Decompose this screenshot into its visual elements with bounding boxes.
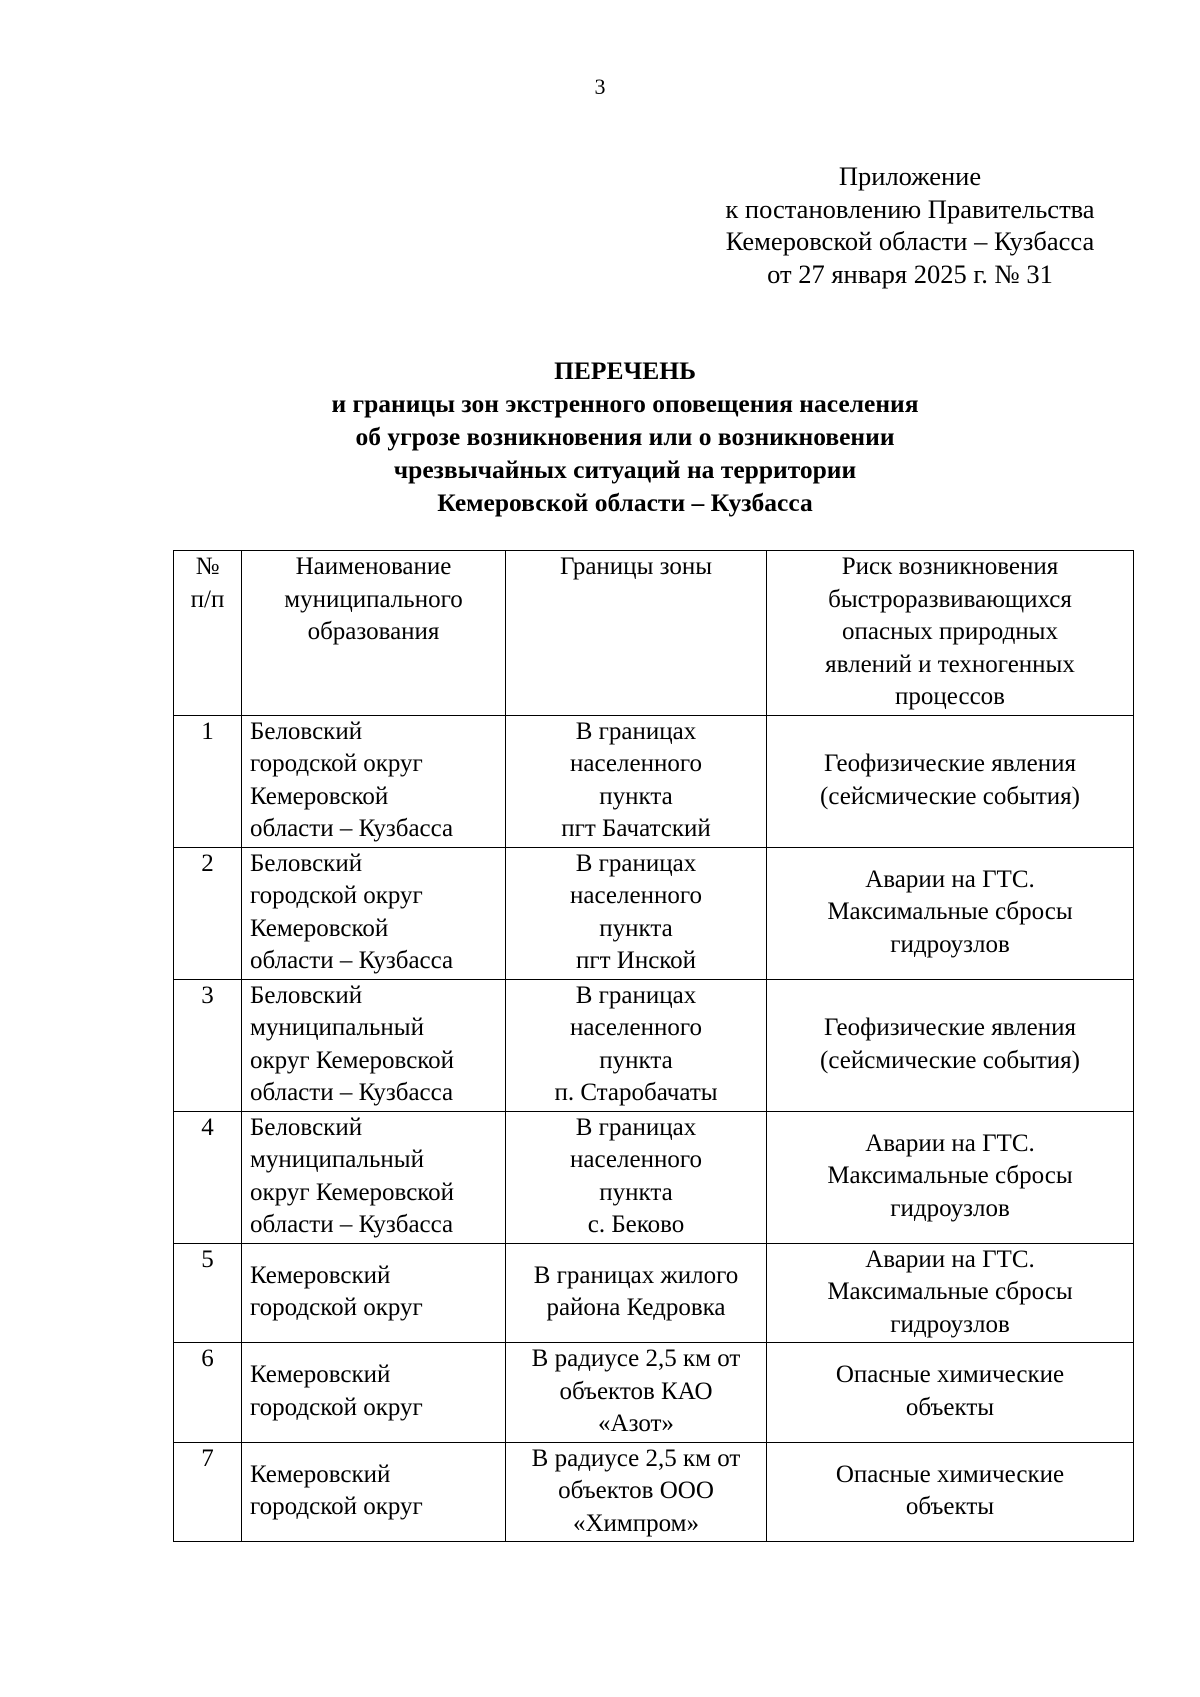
appendix-line: от 27 января 2025 г. № 31 (767, 258, 1053, 289)
title-line: чрезвычайных ситуаций на территории (393, 455, 857, 484)
table-row (174, 1111, 1134, 1243)
appendix-line: Приложение (838, 161, 982, 191)
row-municipality: Беловский муниципальный округ Кемеровской области – Кузбасса (242, 979, 506, 1111)
appendix-block (700, 160, 1120, 290)
row-risk: Геофизические явления (сейсмические события) (767, 979, 1134, 1111)
title-line: об угрозе возникновения или о возникновении (355, 422, 895, 451)
table-header-row (174, 551, 1134, 716)
row-municipality: Беловский городской округ Кемеровской области – Кузбасса (242, 715, 506, 847)
row-boundaries: В границах жилого района Кедровка (506, 1243, 767, 1343)
row-risk: Опасные химические объекты (767, 1442, 1134, 1542)
row-municipality: Беловский городской округ Кемеровской области – Кузбасса (242, 847, 506, 979)
table-row (174, 1442, 1134, 1542)
appendix-line: Кемеровской области – Кузбасса (725, 226, 1095, 256)
row-boundaries: В радиусе 2,5 км от объектов КАО «Азот» (506, 1343, 767, 1443)
row-boundaries: В границах населенного пункта с. Беково (506, 1111, 767, 1243)
row-risk: Аварии на ГТС. Максимальные сбросы гидроузлов (767, 1111, 1134, 1243)
table-row (174, 715, 1134, 847)
appendix-line: к постановлению Правительства (725, 193, 1095, 224)
title-line: и границы зон экстренного оповещения населения (331, 389, 919, 418)
row-boundaries: В границах населенного пункта пгт Бачатский (506, 715, 767, 847)
row-municipality: Кемеровский городской округ (242, 1243, 506, 1343)
header-boundaries: Границы зоны (506, 551, 767, 716)
row-num: 4 (174, 1111, 242, 1243)
row-boundaries: В границах населенного пункта пгт Инской (506, 847, 767, 979)
page-number: 3 (594, 74, 606, 99)
row-num: 6 (174, 1343, 242, 1443)
row-municipality: Беловский муниципальный округ Кемеровской области – Кузбасса (242, 1111, 506, 1243)
zones-table (173, 550, 1134, 1542)
row-risk: Геофизические явления (сейсмические события) (767, 715, 1134, 847)
title-heading: ПЕРЕЧЕНЬ (554, 356, 696, 385)
table-row (174, 1343, 1134, 1443)
row-municipality: Кемеровский городской округ (242, 1442, 506, 1542)
row-risk: Опасные химические объекты (767, 1343, 1134, 1443)
row-num: 7 (174, 1442, 242, 1542)
table-row (174, 847, 1134, 979)
row-num: 1 (174, 715, 242, 847)
title-line: Кемеровской области – Кузбасса (437, 488, 813, 517)
header-risk: Риск возникновения быстроразвивающихся опасных природных явлений и техногенных процессов (767, 551, 1134, 716)
row-risk: Аварии на ГТС. Максимальные сбросы гидроузлов (767, 847, 1134, 979)
header-municipality: Наименование муниципального образования (242, 551, 506, 716)
row-num: 2 (174, 847, 242, 979)
row-num: 5 (174, 1243, 242, 1343)
table-row (174, 979, 1134, 1111)
document-title (0, 354, 1200, 519)
table-row (174, 1243, 1134, 1343)
row-boundaries: В границах населенного пункта п. Старобачаты (506, 979, 767, 1111)
row-boundaries: В радиусе 2,5 км от объектов ООО «Химпром» (506, 1442, 767, 1542)
row-municipality: Кемеровский городской округ (242, 1343, 506, 1443)
header-num: № п/п (174, 551, 242, 716)
row-num: 3 (174, 979, 242, 1111)
row-risk: Аварии на ГТС. Максимальные сбросы гидроузлов (767, 1243, 1134, 1343)
